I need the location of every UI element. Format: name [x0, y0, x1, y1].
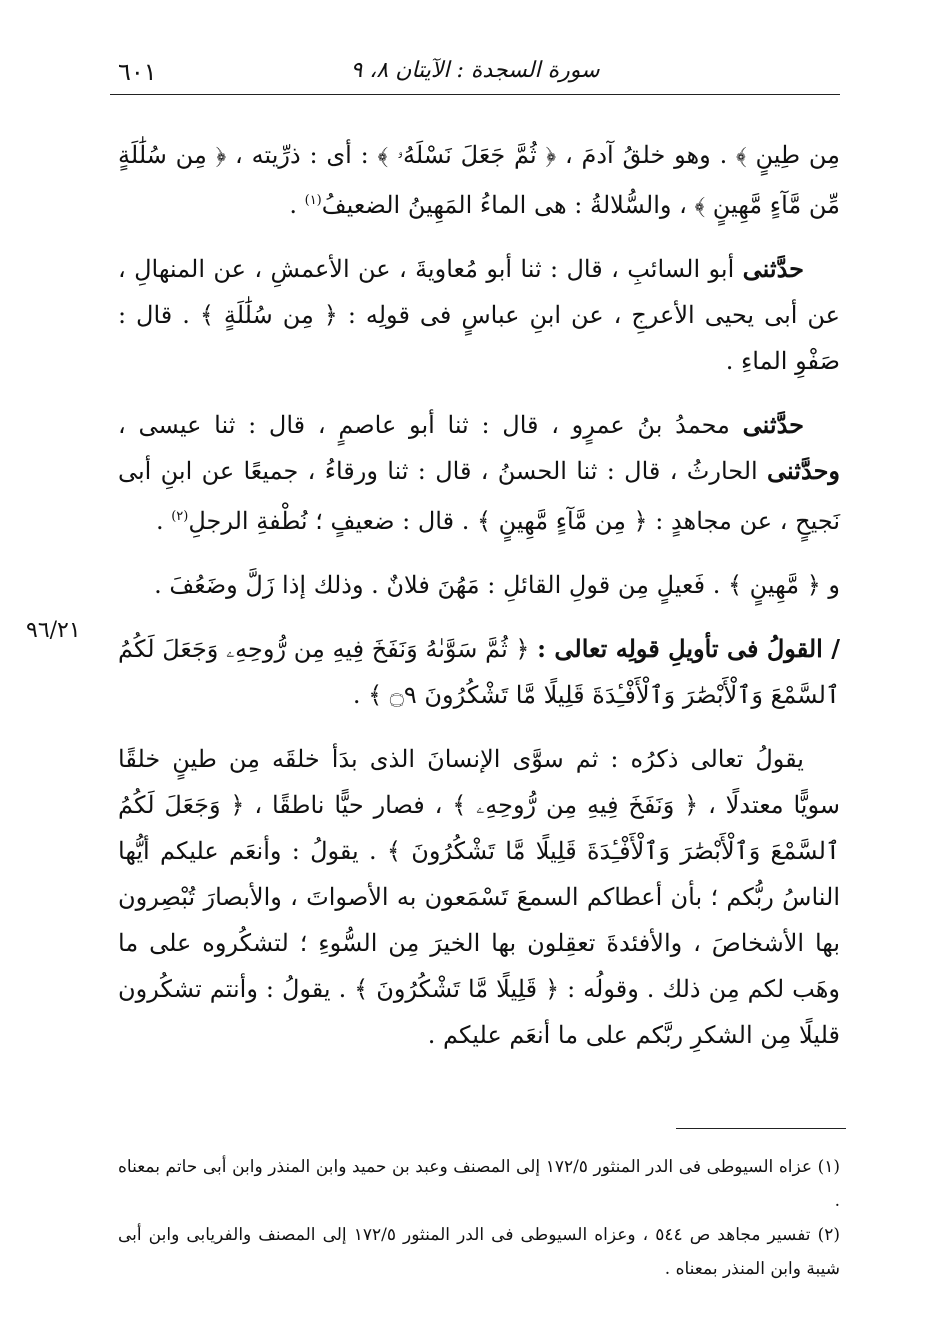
- margin-reference: ٩٦/٢١: [26, 618, 81, 643]
- paragraph-3: [118, 402, 840, 544]
- narration-lead: حدَّثنى: [742, 254, 804, 283]
- paragraph-5: [118, 626, 840, 718]
- footnotes: [118, 1150, 840, 1286]
- footnote-marker: (١): [304, 193, 322, 208]
- main-text: [118, 132, 840, 1076]
- paragraph-4: و ﴿ مَّهِينٍ ﴾ . فَعيلٍ مِن قولِ القائلِ : مَهُنَ فلانٌ . وذلك إذا زَلَّ وضَعُفَ .: [154, 571, 840, 599]
- footnote-divider: [676, 1128, 846, 1129]
- paragraph-6: يقولُ تعالى ذكرُه : ثم سوَّى الإنسانَ الذى بدَأ خلقَه مِن طينٍ خلقًا سويًّا معتدلًا ، ﴿ وَنَفَخَ فِيهِ مِن رُّوحِهِۦ ﴾ ، فصار حيًّا ناطقًا ، ﴿ وَجَعَلَ لَكُمُ ٱلسَّمْعَ وَٱلْأَبْصَٰرَ وَٱلْأَفْـِٔدَةَ قَلِيلًا مَّا تَشْكُرُونَ ﴾ . يقولُ : وأنعَم عليكم أيُّها الناسُ ربُّكم ؛ بأن أعطاكم السمعَ تَسْمَعون به الأصواتَ ، والأبصارَ تُبْصِرون بها الأشخاصَ ، والأفئدةَ تعقِلون بها الخيرَ مِن السُّوءِ ؛ لتشكُروه على ما وهَب لكم مِن ذلك . وقولُه : ﴿ قَلِيلًا مَّا تَشْكُرُونَ ﴾ . يقولُ : وأنتم تشكُرون قليلًا مِن الشكرِ ربَّكم على ما أنعَم عليكم .: [118, 745, 840, 1049]
- paragraph-text: مِن طِينٍ ﴾ . وهو خلقُ آدمَ ، ﴿ ثُمَّ جَعَلَ نَسْلَهُۥ ﴾ : أى : ذرِّيته ، ﴿ مِن سُلَٰلَةٍ مِّن مَّآءٍ مَّهِينٍ ﴾ ، والسُّلالةُ : هى الماءُ المَهِينُ الضعيفُ: [118, 141, 840, 219]
- paragraph-text-2: الحارثُ ، قال : ثنا الحسنُ ، قال : ثنا ورقاءُ ، جميعًا عن ابنِ أبى نَجيحٍ ، عن مجاهدٍ : ﴿ مِن مَّآءٍ مَّهِينٍ ﴾ . قال : ضعيفٍ ؛ نُطْفةِ الرجلِ: [118, 457, 840, 535]
- section-heading: / القولُ فى تأويلِ قولِه تعالى :: [537, 634, 840, 663]
- paragraph-text: محمدُ بنُ عمرٍو ، قال : ثنا أبو عاصمٍ ، قال : ثنا عيسى ،: [118, 411, 743, 439]
- paragraph-1: [118, 132, 840, 228]
- narration-lead: حدَّثنى: [742, 410, 804, 439]
- running-title: سورة السجدة : الآيتان ٨، ٩: [350, 58, 600, 83]
- footnote-1: (١) عزاه السيوطى فى الدر المنثور ١٧٢/٥ إلى المصنف وعبد بن حميد وابن المنذر وابن أبى حاتم بمعناه .: [118, 1157, 841, 1211]
- footnote-2: (٢) تفسير مجاهد ص ٥٤٤ ، وعزاه السيوطى فى الدر المنثور ١٧٢/٥ إلى المصنف والفريابى وابن أبى شيبة وابن المنذر بمعناه .: [118, 1225, 840, 1279]
- paragraph-text: أبو السائبِ ، قال : ثنا أبو مُعاويةَ ، عن الأعمشِ ، عن المنهالِ ، عن أبى يحيى الأعرجِ ، عن ابنِ عباسٍ فى قولِه : ﴿ مِن سُلَٰلَةٍ ﴾ . قال : صَفْوِ الماءِ .: [118, 255, 840, 375]
- verse-text: ﴿ ثُمَّ سَوَّىٰهُ وَنَفَخَ فِيهِ مِن رُّوحِهِۦ وَجَعَلَ لَكُمُ ٱلسَّمْعَ وَٱلْأَبْصَٰرَ وَٱلْأَفْـِٔدَةَ قَلِيلًا مَّا تَشْكُرُونَ ۝٩ ﴾ .: [118, 635, 840, 709]
- narration-lead-2: وحدَّثنى: [767, 456, 840, 485]
- footnote-marker: (٢): [171, 509, 189, 524]
- paragraph-end: .: [155, 507, 172, 535]
- paragraph-end: .: [289, 191, 305, 219]
- page-number: ٦٠١: [118, 58, 157, 86]
- paragraph-2: [118, 246, 840, 384]
- page-header: [110, 54, 840, 95]
